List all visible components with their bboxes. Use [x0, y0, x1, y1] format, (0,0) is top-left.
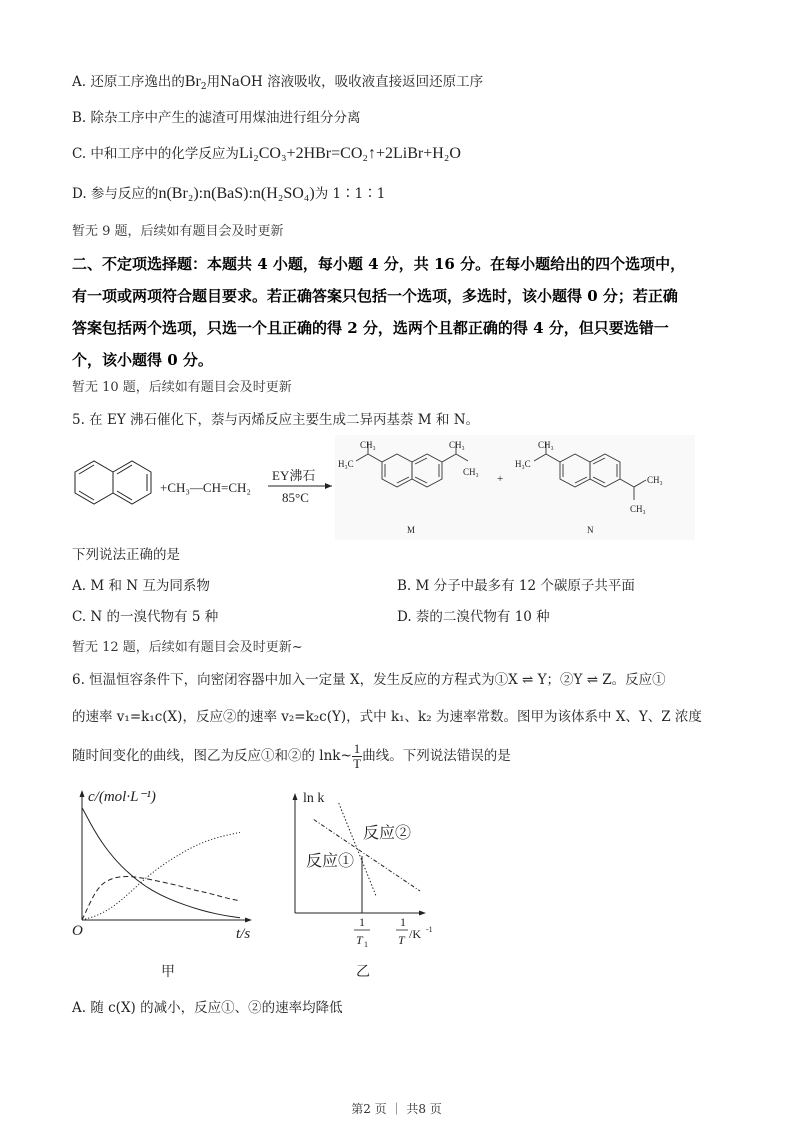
q6-line-1: 6. 恒温恒容条件下，向密闭容器中加入一定量 X，发生反应的方程式为①X ⇌ Y；②Y ⇌ Z。反应① [72, 672, 666, 688]
svg-text:1: 1 [400, 915, 406, 929]
ratio-expression: n(Br₂):n(BaS):n(H₂SO₄) [158, 185, 315, 202]
q5-stem: 5. 在 EY 沸石催化下，萘与丙烯反应主要生成二异丙基萘 M 和 N。 [72, 412, 480, 428]
formula: Br [184, 73, 201, 90]
fraction-1-over-t [352, 742, 363, 771]
option-text: A. 还原工序逸出的 [72, 74, 185, 90]
annotation-reaction-2: 反应② [363, 825, 412, 842]
q5-option-b[interactable]: B. M 分子中最多有 12 个碳原子共平面 [397, 578, 635, 594]
option-b-prev: B. 除杂工序中产生的滤渣可用煤油进行组分分离 [72, 110, 361, 126]
n-h3c-left: H₃C [515, 459, 531, 469]
fraction-numerator: 1 [353, 741, 361, 756]
note-q12: 暂无 12 题，后续如有题目会及时更新~ [72, 640, 303, 655]
n-ch3-top: CH₃ [538, 440, 554, 450]
series-line-z [82, 832, 240, 920]
section-heading-line-3: 答案包括两个选项，只选一个且正确的得 2 分，选两个且都正确的得 4 分，但只要选错一 [72, 319, 669, 337]
q6-line-3-text: 随时间变化的曲线，图乙为反应①和②的 lnk~ [72, 748, 352, 764]
series-line-x [82, 808, 240, 918]
naphthalene-structure [75, 461, 151, 504]
chart-title-jia: 甲 [161, 965, 175, 980]
svg-text:1: 1 [364, 940, 368, 949]
m-ch3-top-left: CH₃ [360, 440, 376, 450]
section-heading-line-2: 有一项或两项符合题目要求。若正确答案只包括一个选项，多选时，该小题得 0 分；若正确 [72, 287, 678, 305]
y-axis-label: ln k [303, 791, 325, 806]
svg-text:T: T [398, 933, 405, 947]
m-ch3-right: CH₃ [463, 467, 479, 477]
q6-line-3-suffix: 曲线。下列说法错误的是 [362, 748, 511, 764]
q5-option-a[interactable]: A. M 和 N 互为同系物 [72, 578, 210, 594]
option-text: C. 中和工序中的化学反应为 [72, 146, 239, 162]
reaction-arrow-head [325, 483, 332, 489]
x-axis-label-1-over-t [396, 915, 433, 947]
x-axis-arrow [419, 911, 426, 916]
series-line-reaction-2 [339, 803, 377, 897]
propene-label: +CH₃—CH=CH₂ [160, 480, 251, 495]
svg-text:/K: /K [409, 927, 421, 941]
n-ch3-bottom: CH₃ [630, 504, 646, 514]
origin-label: O [72, 923, 83, 939]
y-axis-arrow [80, 790, 85, 797]
page-footer: 第2 页 ｜ 共8 页 [351, 1102, 442, 1116]
x-axis-arrow [245, 918, 252, 923]
q6-line-2: 的速率 v₁=k₁c(X)，反应②的速率 v₂=k₂c(Y)，式中 k₁、k₂ 为速率常数。图甲为该体系中 X、Y、Z 浓度 [72, 709, 702, 725]
catalyst-label: EY沸石 [272, 468, 316, 483]
n-ch3-right: CH₃ [647, 475, 663, 485]
note-q10: 暂无 10 题，后续如有题目会及时更新 [72, 380, 292, 395]
m-h3c-left: H₃C [338, 459, 354, 469]
svg-text:T: T [356, 933, 363, 947]
option-suffix: 为 1∶1∶1 [314, 186, 386, 202]
q5-option-c[interactable]: C. N 的一溴代物有 5 种 [72, 609, 219, 625]
q6-option-a[interactable]: A. 随 c(X) 的减小，反应①、②的速率均降低 [72, 1000, 343, 1016]
annotation-reaction-1: 反应① [306, 853, 355, 870]
chart-concentration-time [60, 780, 280, 985]
x-axis-label: t/s [236, 926, 251, 942]
q5-prompt: 下列说法正确的是 [72, 547, 180, 563]
note-q9: 暂无 9 题，后续如有题目会及时更新 [72, 224, 284, 239]
chart-title-yi: 乙 [356, 965, 370, 980]
chart-lnk-vs-inverse-t [280, 780, 450, 985]
option-d-prev [72, 184, 385, 204]
q6-line-3 [72, 742, 511, 771]
section-heading-line-1: 二、不定项选择题：本题共 4 小题，每小题 4 分，共 16 分。在每小题给出的四个选项中， [72, 255, 686, 273]
section-heading-line-4: 个，该小题得 0 分。 [72, 351, 213, 369]
svg-text:-1: -1 [426, 925, 433, 934]
equation: Li₂CO₃+2HBr=CO₂↑+2LiBr+H₂O [238, 145, 461, 162]
plus-sign: + [497, 473, 504, 485]
formula-sub: 2 [200, 82, 207, 92]
product-m-label: M [407, 525, 416, 535]
option-a-prev [72, 72, 483, 97]
product-n-structure [534, 442, 646, 500]
temperature-label: 85°C [282, 490, 309, 505]
option-text-rest: 用NaOH 溶液吸收，吸收液直接返回还原工序 [206, 74, 484, 90]
y-axis-arrow [293, 793, 298, 800]
fraction-denominator: T [353, 756, 362, 771]
option-text: D. 参与反应的 [72, 186, 159, 202]
y-axis-label: c/(mol·L⁻¹) [88, 789, 156, 805]
x-tick-1-over-t1 [354, 915, 370, 949]
svg-text:1: 1 [359, 915, 365, 929]
q5-reaction-scheme [60, 430, 710, 540]
m-ch3-top-right: CH₃ [449, 440, 465, 450]
option-c-prev [72, 144, 461, 164]
product-n-label: N [587, 525, 594, 535]
q5-option-d[interactable]: D. 萘的二溴代物有 10 种 [397, 609, 550, 625]
